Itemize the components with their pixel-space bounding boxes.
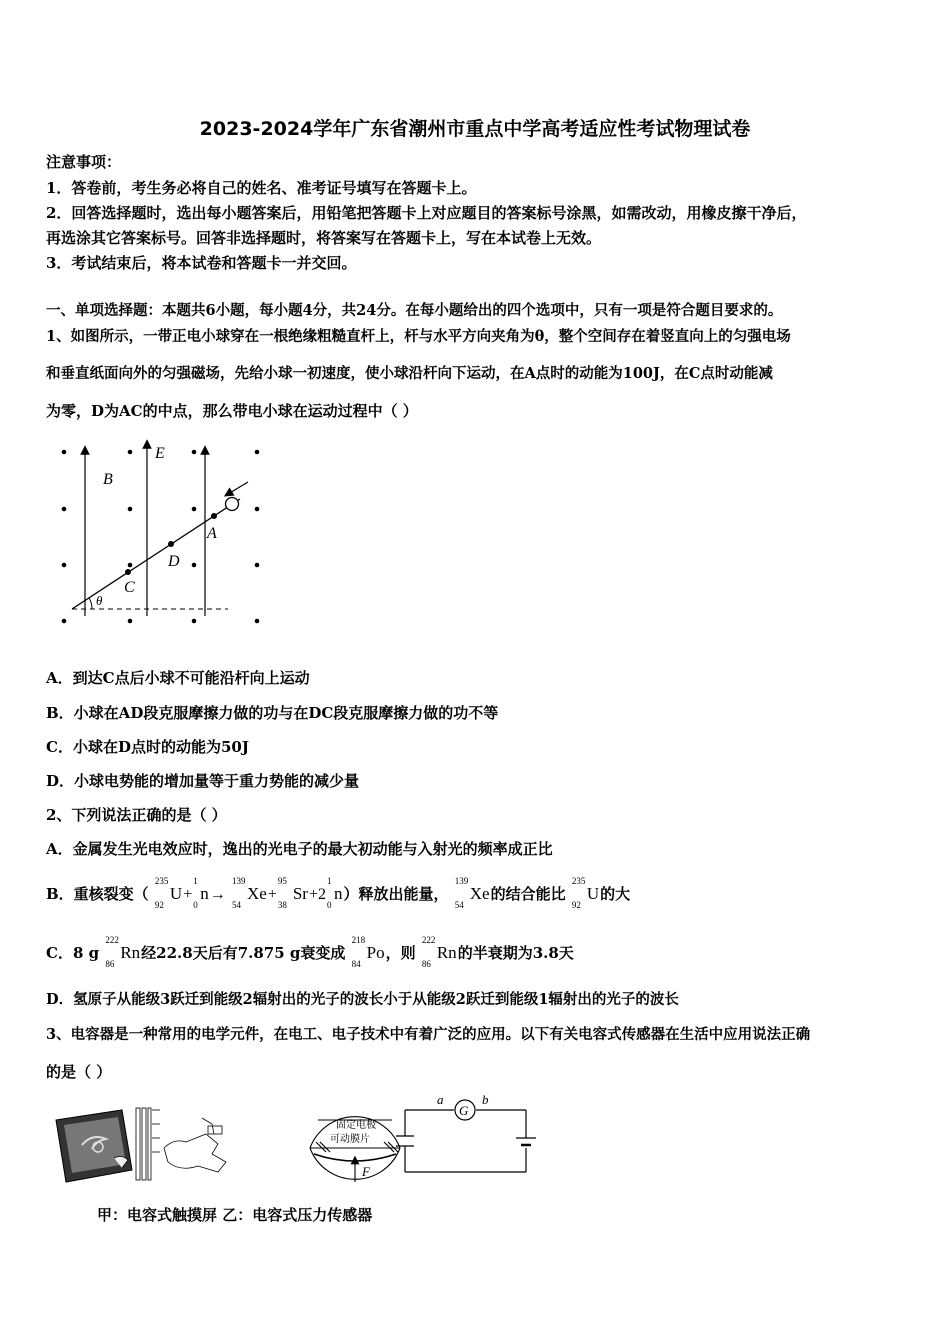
plus-sign-2: + (267, 886, 277, 903)
nuclide-rn222-b: 222 86 Rn (421, 935, 457, 969)
nuclide-u235: 235 92 U (154, 876, 183, 910)
q2-option-a: A．金属发生光电效应时，逸出的光电子的最大初动能与入射光的频率成正比 (46, 840, 553, 858)
q2-option-b-mid2: 的结合能比 (490, 885, 566, 903)
notice-item-3: 3．考试结束后，将本试卷和答题卡一并交回。 (46, 254, 357, 272)
nuclide-xe139-b: 139 54 Xe (454, 876, 490, 910)
label-force: F (362, 1164, 370, 1179)
velocity-arrow (228, 482, 248, 494)
point-D (168, 541, 174, 547)
magnetic-field-dots (62, 450, 260, 624)
tablet-illustration (56, 1110, 132, 1182)
angle-arc (89, 598, 92, 609)
notice-item-1: 1．答卷前，考生务必将自己的姓名、准考证号填写在答题卡上。 (46, 179, 477, 197)
q2-option-c-mid: 经22.8天后有7.875 g衰变成 (141, 944, 346, 962)
q2-option-c-prefix: C．8 g (46, 944, 100, 962)
label-C: C (124, 579, 135, 596)
label-A: A (207, 525, 217, 542)
plus-two: +2 (308, 886, 326, 903)
q2-option-b-prefix: B．重核裂变（ (46, 885, 149, 903)
label-D: D (168, 553, 180, 570)
q1-option-a: A．到达C点后小球不可能沿杆向上运动 (46, 669, 310, 687)
point-C (125, 569, 131, 575)
label-movable-membrane: 可动膜片 (330, 1134, 370, 1145)
nuclide-u235-b: 235 92 U (571, 876, 600, 910)
galvanometer-label: G (459, 1103, 469, 1118)
q2-stem: 2、下列说法正确的是（ ） (46, 806, 227, 824)
theta-label: θ (96, 593, 103, 608)
q1-line-2: 和垂直纸面向外的匀强磁场，先给小球一初速度，使小球沿杆向下运动，在A点时的动能为100J，在C点时动能减 (46, 365, 773, 382)
page-title: 2023-2024学年广东省潮州市重点中学高考适应性考试物理试卷 (199, 118, 751, 140)
nuclide-neutron: 1 0 n (193, 876, 209, 910)
label-B: B (103, 471, 113, 488)
q2-option-b-suffix: 的大 (600, 885, 631, 903)
plus-sign: + (183, 886, 193, 903)
charged-ball (226, 498, 239, 511)
q2-option-b (46, 876, 631, 910)
label-E: E (155, 445, 165, 462)
q1-option-c: C．小球在D点时的动能为50J (46, 738, 249, 756)
q2-option-d: D．氢原子从能级3跃迁到能级2辐射出的光子的波长小于从能级2跃迁到能级1辐射出的光子的波长 (46, 991, 679, 1008)
notice-item-2b: 再选涂其它答案标号。回答非选择题时，将答案写在答题卡上，写在本试卷上无效。 (46, 229, 602, 247)
q1-option-d: D．小球电势能的增加量等于重力势能的减少量 (46, 772, 360, 790)
q1-figure (50, 436, 280, 636)
q3-line-1: 3、电容器是一种常用的电学元件，在电工、电子技术中有着广泛的应用。以下有关电容式传感器在生活中应用说法正确 (46, 1026, 811, 1043)
q1-option-b: B．小球在AD段克服摩擦力做的功与在DC段克服摩擦力做的功不等 (46, 704, 499, 722)
screen-layers (136, 1108, 226, 1180)
label-b: b (482, 1092, 489, 1107)
q2-option-b-mid: ）释放出能量， (343, 885, 449, 903)
nuclide-neutron-2: 1 0 n (326, 876, 343, 910)
reaction-arrow: → (209, 886, 226, 903)
nuclide-po218: 218 84 Po (351, 935, 385, 969)
q3-figure-touchscreen (52, 1100, 242, 1190)
q2-option-c-suffix: 的半衰期为3.8天 (457, 944, 574, 962)
q2-option-c (46, 935, 574, 969)
nuclide-xe139: 139 54 Xe (231, 876, 267, 910)
q3-figure-caption: 甲：电容式触摸屏 乙：电容式压力传感器 (97, 1206, 373, 1224)
q3-line-2: 的是（ ） (46, 1063, 112, 1081)
section-heading: 一、单项选择题：本题共6小题，每小题4分，共24分。在每小题给出的四个选项中，只有一项是符合题目要求的。 (46, 302, 783, 319)
label-a: a (437, 1092, 444, 1107)
label-fixed-electrode: 固定电极 (336, 1120, 376, 1131)
notice-item-2a: 2．回答选择题时，选出每小题答案后，用铅笔把答题卡上对应题目的答案标号涂黑，如需改动，用橡皮擦干净后， (46, 204, 807, 222)
q1-line-1: 1、如图所示，一带正电小球穿在一根绝缘粗糙直杆上，杆与水平方向夹角为θ，整个空间存在着竖直向上的匀强电场 (46, 328, 791, 345)
q3-figure-pressure-sensor (300, 1090, 550, 1190)
nuclide-sr95: 95 38 Sr (277, 876, 308, 910)
notice-heading: 注意事项： (46, 153, 122, 171)
electric-field-lines (85, 444, 205, 616)
nuclide-rn222: 222 86 Rn (105, 935, 141, 969)
q2-option-c-mid2: ，则 (385, 944, 416, 962)
point-A (211, 513, 217, 519)
q1-line-3: 为零，D为AC的中点，那么带电小球在运动过程中（ ） (46, 402, 418, 420)
